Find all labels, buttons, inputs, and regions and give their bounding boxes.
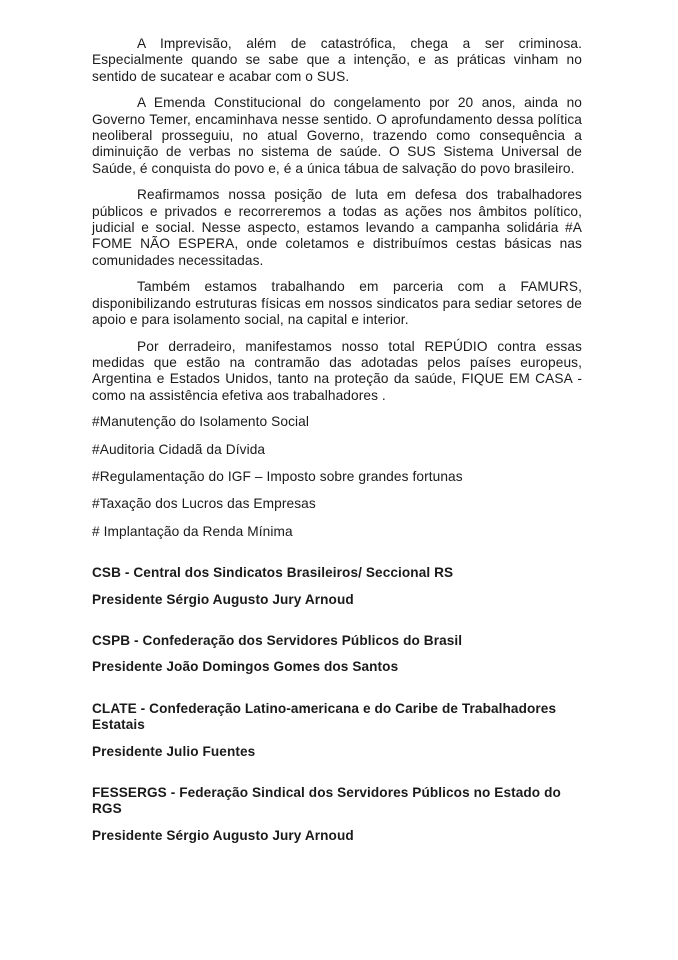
signature-org: CSPB - Confederação dos Servidores Públicos do Brasil <box>92 632 463 648</box>
signature-block <box>92 565 582 608</box>
hashtag-line: # Implantação da Renda Mínima <box>92 523 293 539</box>
body-paragraph: A Emenda Constitucional do congelamento por 20 anos, ainda no Governo Temer, encaminhava nesse sentido. O aprofundamento dessa política neoliberal prosseguiu, no atual Governo, trazendo como consequência a diminuição de verbas no sistema de saúde. O SUS Sistema Universal de Saúde, é conquista do povo e, é a única tábua de salvação do povo brasileiro. <box>92 95 582 176</box>
hashtag-list <box>92 414 582 540</box>
hashtag-line: #Manutenção do Isolamento Social <box>92 414 310 430</box>
signature-org: FESSERGS - Federação Sindical dos Servidores Públicos no Estado do RGS <box>92 785 561 817</box>
signature-org: CLATE - Confederação Latino-americana e do Caribe de Trabalhadores Estatais <box>92 700 557 733</box>
signature-president: Presidente Sérgio Augusto Jury Arnoud <box>92 591 354 607</box>
signature-block <box>92 633 582 676</box>
body-paragraph: Reafirmamos nossa posição de luta em defesa dos trabalhadores públicos e privados e recorreremos a todas as ações nos âmbitos político, judicial e social. Nesse aspecto, estamos levando a campanha solidária #A FOME NÃO ESPERA, onde coletamos e distribuímos cestas básicas nas comunidades necessitadas. <box>92 187 582 268</box>
hashtag-line: #Regulamentação do IGF – Imposto sobre grandes fortunas <box>92 468 463 484</box>
hashtag-line: #Auditoria Cidadã da Dívida <box>92 441 266 457</box>
signature-block <box>92 701 582 760</box>
body-paragraph: A Imprevisão, além de catastrófica, chega a ser criminosa. Especialmente quando se sabe que a intenção, e as práticas vinham no sentido de sucatear e acabar com o SUS. <box>92 36 582 84</box>
signature-president: Presidente Sérgio Augusto Jury Arnoud <box>92 827 354 843</box>
body-paragraph: Por derradeiro, manifestamos nosso total REPÚDIO contra essas medidas que estão na contramão das adotadas pelos países europeus, Argentina e Estados Unidos, tanto na proteção da saúde, FIQUE EM CASA - como na assistência efetiva aos trabalhadores . <box>92 338 582 403</box>
signature-block <box>92 785 582 844</box>
signature-president: Presidente João Domingos Gomes dos Santos <box>92 659 399 675</box>
signature-org: CSB - Central dos Sindicatos Brasileiros/ Seccional RS <box>92 565 454 581</box>
signature-president: Presidente Julio Fuentes <box>92 743 256 759</box>
hashtag-line: #Taxação dos Lucros das Empresas <box>92 496 316 512</box>
body-paragraph: Também estamos trabalhando em parceria com a FAMURS, disponibilizando estruturas físicas em nossos sindicatos para sediar setores de apoio e para isolamento social, na capital e interior. <box>92 279 582 328</box>
